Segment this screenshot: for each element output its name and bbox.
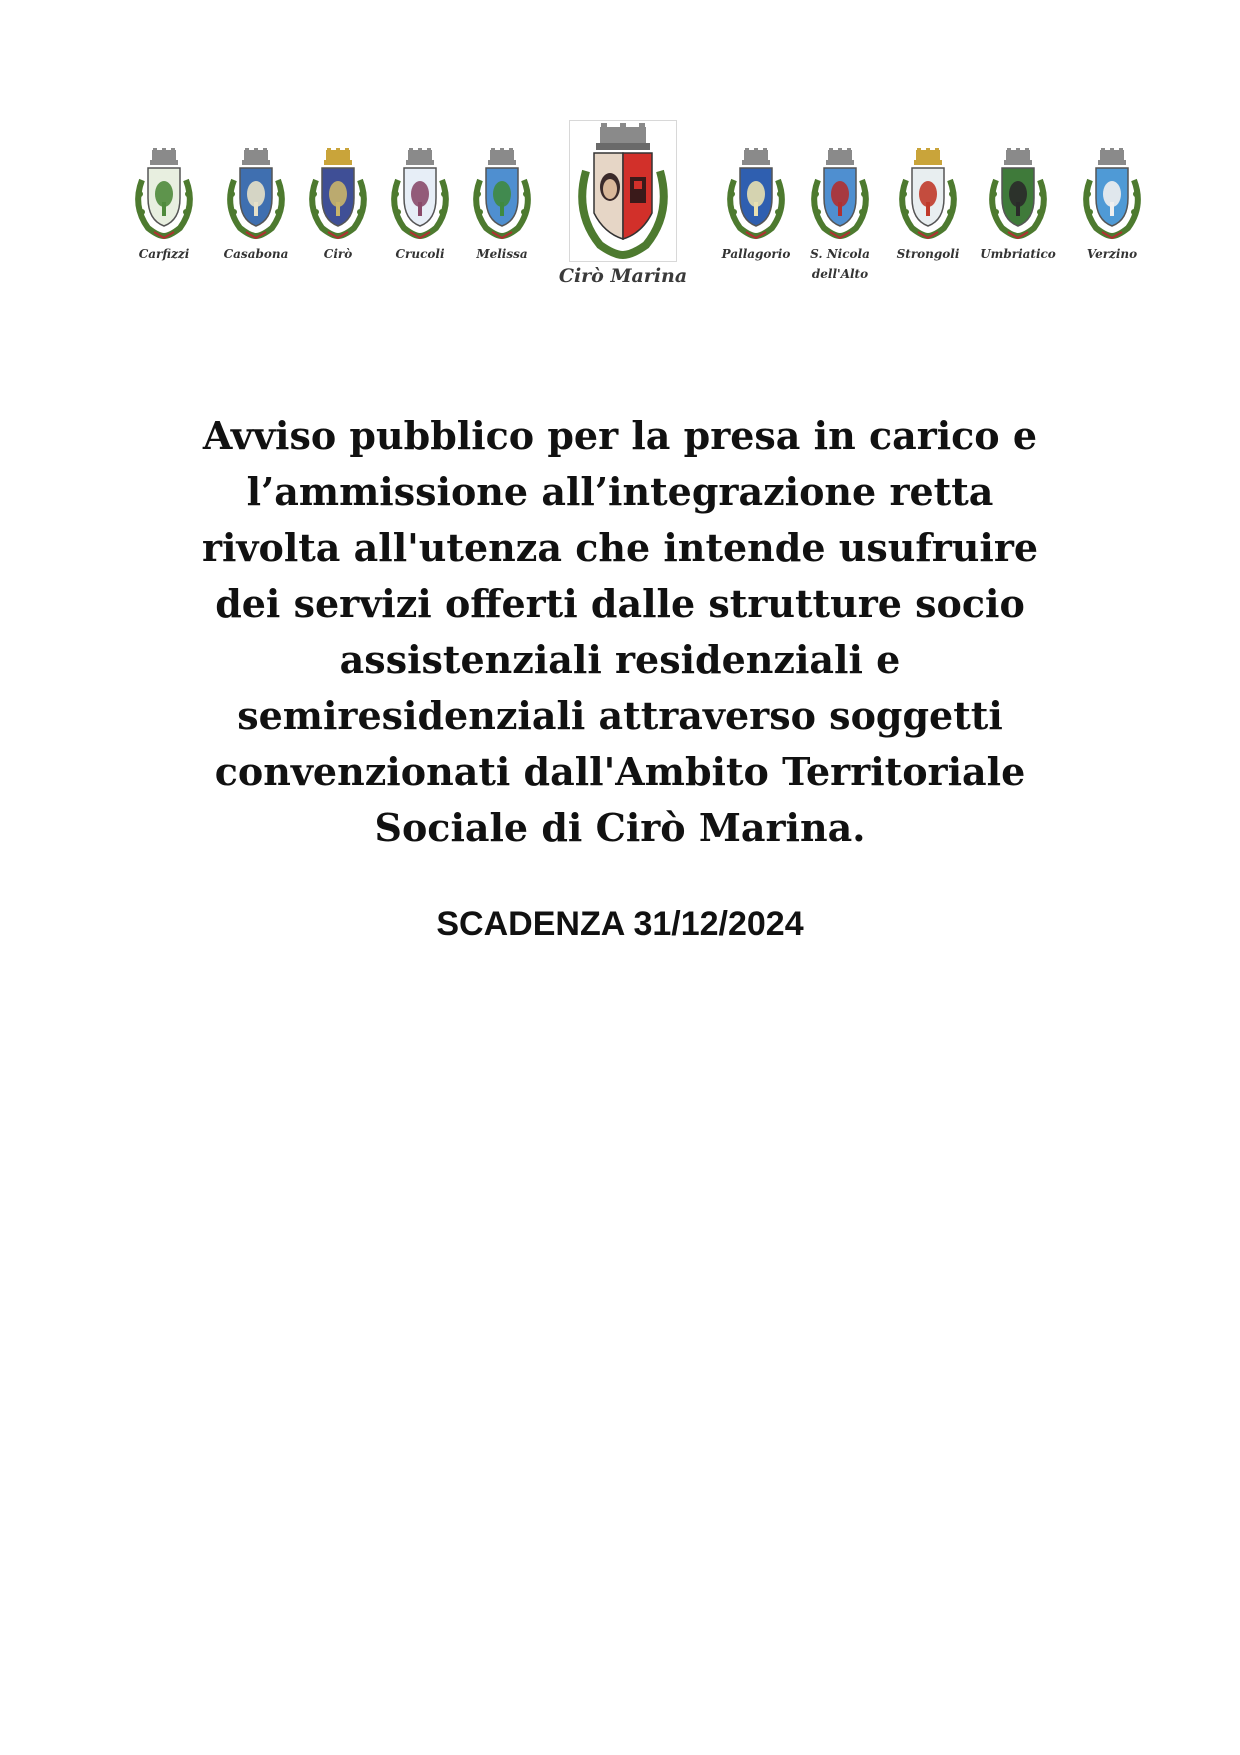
crest-label: Verzino (1086, 247, 1138, 261)
crest-pallagorio (712, 146, 800, 264)
crest-label-line2: dell'Alto (811, 267, 869, 281)
title-line: rivolta all'utenza che intende usufruire (201, 525, 1039, 570)
coat-of-arms-icon (720, 146, 792, 242)
crest-label: Strongoli (896, 247, 960, 261)
coat-of-arms-icon (804, 146, 876, 242)
coat-of-arms-icon (384, 146, 456, 242)
coat-of-arms-icon (128, 146, 200, 242)
crest-crucoli (376, 146, 464, 264)
municipal-crests-header (0, 0, 1240, 320)
crest-s-nicola (796, 146, 884, 284)
coat-of-arms-icon (1076, 146, 1148, 242)
coat-of-arms-icon (466, 146, 538, 242)
main-crest-frame (569, 120, 677, 262)
title-line: l’ammissione all’integrazione retta (246, 469, 994, 514)
coat-of-arms-icon (982, 146, 1054, 242)
crest-label: Pallagorio (721, 247, 791, 261)
title-line: Sociale di Cirò Marina. (374, 805, 866, 850)
crest-cir- (294, 146, 382, 264)
crest-strongoli (884, 146, 972, 264)
coat-of-arms-icon (892, 146, 964, 242)
crest-carfizzi (120, 146, 208, 264)
coat-of-arms-icon (220, 146, 292, 242)
crest-verzino (1068, 146, 1156, 264)
coat-of-arms-icon (302, 146, 374, 242)
crest-umbriatico (974, 146, 1062, 264)
crest-label: Crucoli (395, 247, 445, 261)
crest-label: Casabona (223, 247, 289, 261)
crest-label: S. Nicola (810, 247, 870, 261)
deadline-text: SCADENZA 31/12/2024 (436, 905, 804, 943)
crest-label: Melissa (476, 247, 528, 261)
crest-ciro-marina (553, 120, 693, 286)
crest-casabona (212, 146, 300, 264)
crest-label: Carfizzi (138, 247, 190, 261)
crest-label: Umbriatico (980, 247, 1056, 261)
main-crest-label: Cirò Marina (558, 265, 688, 287)
title-line: dei servizi offerti dalle strutture socio (215, 581, 1025, 626)
title-line: semiresidenziali attraverso soggetti (237, 693, 1003, 738)
crest-melissa (458, 146, 546, 264)
title-line: convenzionati dall'Ambito Territoriale (214, 749, 1026, 794)
notice-title (150, 408, 1090, 856)
title-line: assistenziali residenziali e (339, 637, 901, 682)
title-line: Avviso pubblico per la presa in carico e (202, 413, 1038, 458)
crest-label: Cirò (323, 247, 353, 261)
ciro-marina-coat-of-arms-icon (570, 121, 676, 261)
